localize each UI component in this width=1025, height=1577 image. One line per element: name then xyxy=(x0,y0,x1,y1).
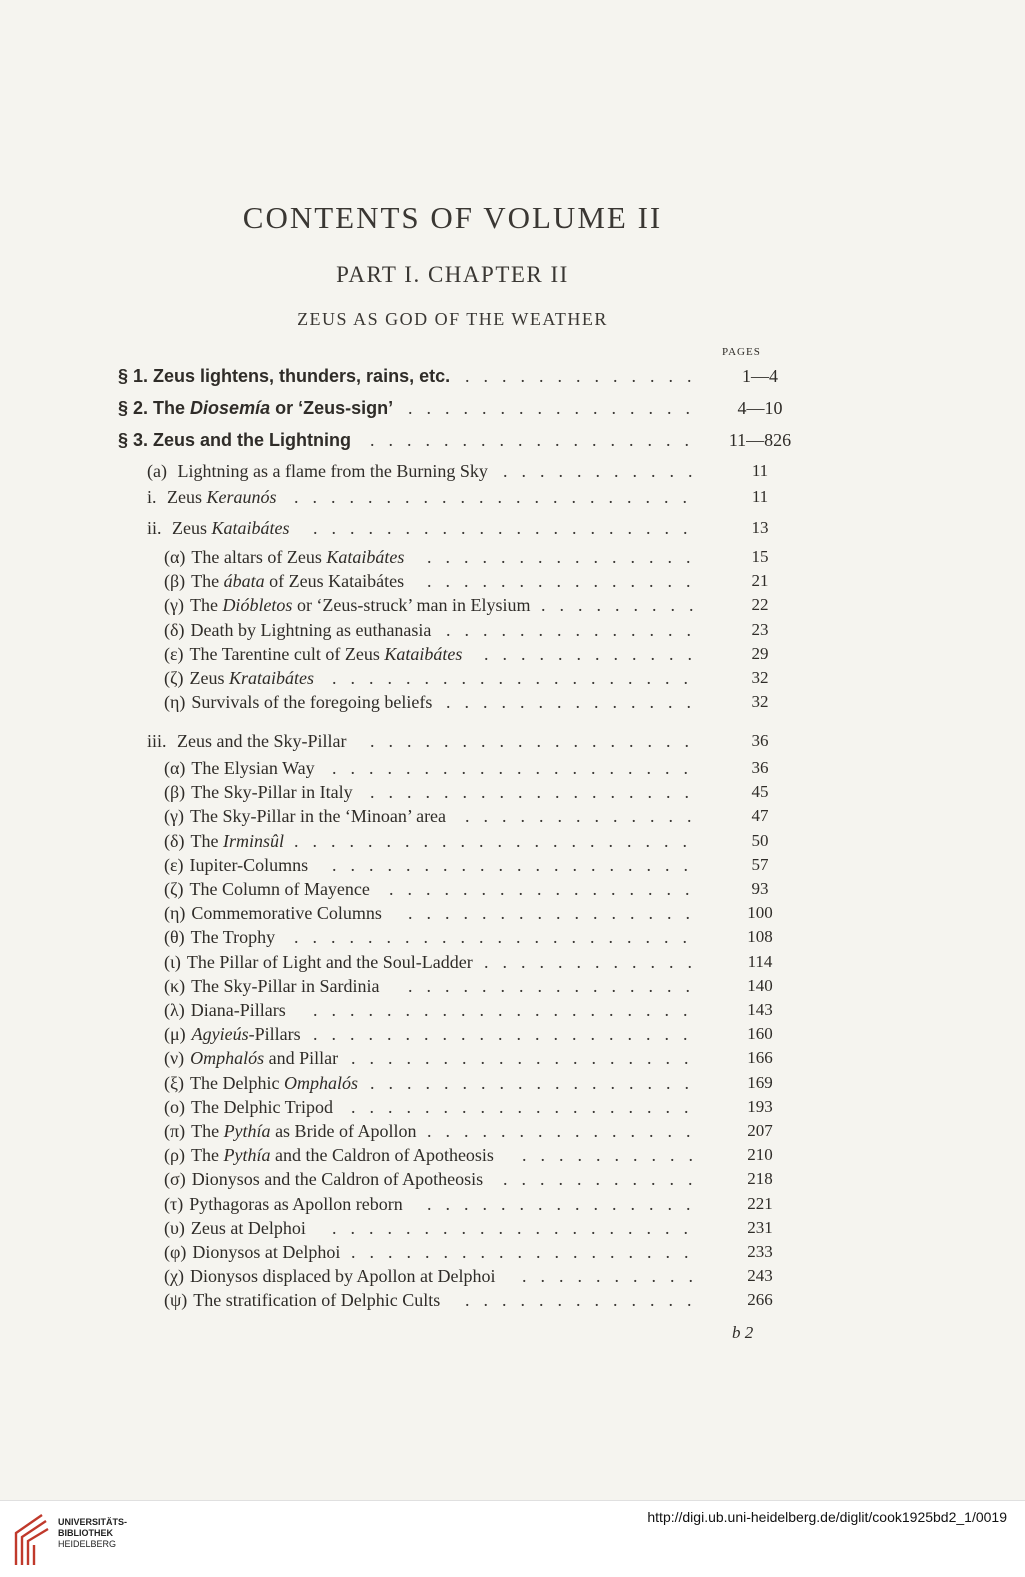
toc-entry xyxy=(0,782,1025,806)
leader-dots: ........... xyxy=(503,1169,707,1190)
entry-marker: i. xyxy=(147,487,162,507)
entry-text: Pythagoras as Apollon reborn xyxy=(189,1193,403,1214)
toc-entry-label xyxy=(147,461,488,482)
toc-entry-label xyxy=(164,1218,306,1239)
leader-dots: .......... xyxy=(522,1266,707,1287)
signature-mark: b 2 xyxy=(732,1323,754,1342)
entry-marker: (ζ) xyxy=(164,668,184,688)
toc-entry-label xyxy=(164,976,380,997)
entry-marker: (ε) xyxy=(164,643,184,664)
toc-entry-pages: 231 xyxy=(747,1217,773,1237)
toc-entry-pages: 22 xyxy=(751,595,769,615)
toc-entry xyxy=(0,831,1025,855)
entry-italic: Krataibátes xyxy=(228,668,314,688)
toc-entry xyxy=(0,903,1025,927)
leader-dots: .................... xyxy=(332,854,702,875)
toc-entry-label xyxy=(164,903,382,924)
leader-dots: ............... xyxy=(427,1193,705,1214)
entry-text: The xyxy=(190,830,223,851)
entry-italic: Kataibátes xyxy=(384,643,463,664)
toc-entry xyxy=(0,855,1025,879)
entry-text-after: and the Caldron of Apotheosis xyxy=(270,1145,494,1166)
entry-text-after: and Pillar xyxy=(264,1048,339,1069)
entry-text: Survivals of the foregoing beliefs xyxy=(191,692,433,713)
toc-entry xyxy=(0,1218,1025,1242)
toc-entry xyxy=(0,620,1025,644)
entry-italic: Kataibátes xyxy=(211,518,290,538)
toc-entry-pages: 160 xyxy=(747,1024,773,1044)
entry-text: The xyxy=(191,571,224,592)
entry-marker: (λ) xyxy=(164,1000,185,1020)
toc-entry xyxy=(0,976,1025,1000)
library-name-line-1: UNIVERSITÄTS- xyxy=(58,1517,128,1527)
toc-entry xyxy=(0,1145,1025,1169)
toc-entry-label xyxy=(164,1097,333,1118)
toc-entry-label xyxy=(164,620,431,641)
toc-entry-pages: 50 xyxy=(751,830,769,850)
entry-text-after: or ‘Zeus-sign’ xyxy=(270,398,394,418)
section-number: § 1. xyxy=(118,366,154,386)
chapter-subtitle: ZEUS AS GOD OF THE WEATHER xyxy=(297,309,608,329)
toc-entry-pages: 143 xyxy=(747,1000,773,1019)
toc-entry-label xyxy=(164,692,432,713)
toc-entry xyxy=(0,692,1025,716)
entry-marker: (υ) xyxy=(164,1217,185,1238)
toc-entry-pages: 13 xyxy=(751,518,769,537)
entry-text: The Delphic Tripod xyxy=(191,1096,333,1117)
entry-text-after: -Pillars xyxy=(248,1024,301,1045)
leader-dots: ...................... xyxy=(294,487,701,507)
toc-entry-pages: 32 xyxy=(751,668,769,687)
leader-dots: ............. xyxy=(465,1290,706,1311)
leader-dots: ........... xyxy=(503,461,707,481)
entry-marker: (σ) xyxy=(164,1169,186,1190)
library-name-line-2: BIBLIOTHEK xyxy=(58,1528,113,1538)
leader-dots: .................. xyxy=(370,430,703,450)
toc-entry-label xyxy=(164,668,314,689)
entry-text: Zeus and the Lightning xyxy=(153,430,352,450)
entry-text-after: or ‘Zeus-struck’ man in Elysium xyxy=(292,595,531,616)
toc-entry-pages: 169 xyxy=(747,1072,773,1092)
entry-text: Dionysos and the Caldron of Apotheosis xyxy=(191,1169,484,1190)
toc-entry-pages: 221 xyxy=(747,1193,773,1213)
section-number: § 3. xyxy=(118,430,154,450)
entry-marker: (β) xyxy=(164,571,186,592)
toc-entry xyxy=(0,398,1025,422)
toc-entry-pages: 100 xyxy=(747,903,773,923)
toc-entry-pages: 140 xyxy=(747,975,773,995)
leader-dots: .............. xyxy=(446,692,705,713)
toc-entry-label xyxy=(164,855,308,876)
entry-marker: (β) xyxy=(164,782,186,803)
entry-marker: (η) xyxy=(164,903,186,924)
entry-marker: ii. xyxy=(147,518,167,538)
library-name-line-3: HEIDELBERG xyxy=(58,1539,117,1549)
entry-text: Diana-Pillars xyxy=(190,1000,286,1020)
toc-entry xyxy=(0,758,1025,782)
entry-text: Zeus at Delphoi xyxy=(190,1217,306,1238)
leader-dots: ......... xyxy=(541,595,708,616)
toc-entry xyxy=(0,1169,1025,1193)
toc-entry-pages: 36 xyxy=(751,758,769,777)
entry-text: The Tarentine cult of Zeus xyxy=(189,643,385,664)
toc-entry-label xyxy=(164,1242,340,1263)
toc-entry xyxy=(0,644,1025,668)
leader-dots: ..................... xyxy=(313,518,702,538)
library-footer xyxy=(0,1500,1025,1577)
section-number: § 2. xyxy=(118,398,154,418)
toc-entry-label xyxy=(164,595,531,616)
toc-entry-pages: 29 xyxy=(751,643,769,663)
toc-entry-label xyxy=(164,1024,301,1045)
entry-text: Death by Lightning as euthanasia xyxy=(190,619,432,640)
entry-marker: (ξ) xyxy=(164,1072,185,1093)
toc-entry-pages: 243 xyxy=(747,1266,773,1286)
toc-entry-pages: 218 xyxy=(747,1169,773,1189)
toc-entry-pages: 193 xyxy=(747,1096,773,1116)
toc-entry xyxy=(0,1000,1025,1024)
entry-text: Lightning as a flame from the Burning Sky xyxy=(177,461,488,481)
entry-text: The Sky-Pillar in the ‘Minoan’ area xyxy=(189,806,447,827)
leader-dots: ..................... xyxy=(313,1024,702,1045)
toc-entry-pages: 21 xyxy=(751,571,769,591)
toc-entry-pages: 108 xyxy=(747,927,773,947)
entry-text-after: as Bride of Apollon xyxy=(270,1121,417,1141)
entry-marker: iii. xyxy=(147,731,172,751)
entry-text: The stratification of Delphic Cults xyxy=(193,1290,441,1311)
pages-column-label: PAGES xyxy=(722,346,761,358)
leader-dots: ................ xyxy=(408,975,704,996)
page-url-link[interactable]: http://digi.ub.uni-heidelberg.de/diglit/cook1925bd2_1/0019 xyxy=(647,1509,1007,1525)
entry-marker: (φ) xyxy=(164,1242,187,1262)
toc-entry xyxy=(0,1048,1025,1072)
toc-entry-pages: 114 xyxy=(747,951,773,971)
leader-dots: ................... xyxy=(351,1096,703,1117)
entry-text: The xyxy=(191,1121,224,1141)
leader-dots: .................... xyxy=(332,758,702,778)
toc-entry-pages: 15 xyxy=(751,547,769,566)
toc-entry xyxy=(0,879,1025,903)
toc-entry-label xyxy=(164,1145,494,1166)
toc-entry-label xyxy=(164,1266,495,1287)
entry-text: The xyxy=(190,1145,224,1166)
entry-text-after: of Zeus Kataibátes xyxy=(264,571,405,592)
toc-entry xyxy=(0,487,1025,511)
leader-dots: ................. xyxy=(389,879,704,899)
entry-text: Zeus xyxy=(167,487,207,507)
entry-marker: (θ) xyxy=(164,927,185,948)
leader-dots: .................. xyxy=(370,1072,703,1093)
entry-marker: (ψ) xyxy=(164,1290,188,1311)
toc-entry-label xyxy=(164,547,404,568)
entry-text: The Delphic xyxy=(190,1072,284,1093)
toc-entry xyxy=(0,366,1025,390)
leader-dots: ...................... xyxy=(294,927,701,948)
entry-text: The Trophy xyxy=(190,927,276,948)
toc-entry-label xyxy=(164,782,353,803)
entry-text: Zeus and the Sky-Pillar xyxy=(177,731,347,751)
entry-text: The xyxy=(189,595,223,616)
entry-marker: (ο) xyxy=(164,1096,185,1117)
toc-entry-pages: 233 xyxy=(747,1242,773,1261)
entry-italic: Dióbletos xyxy=(222,595,293,616)
entry-text: The xyxy=(153,398,191,418)
entry-text: Zeus xyxy=(189,668,229,688)
entry-marker: (ε) xyxy=(164,854,184,875)
toc-entry-pages: 93 xyxy=(751,879,769,898)
entry-text: Dionysos displaced by Apollon at Delphoi xyxy=(189,1266,496,1287)
toc-entry-pages: 1—4 xyxy=(742,366,778,386)
leader-dots: ............. xyxy=(465,806,706,827)
toc-entry-label xyxy=(147,487,277,508)
toc-entry-pages: 207 xyxy=(747,1121,773,1140)
toc-entry-label xyxy=(118,398,393,419)
toc-entry-pages: 11—826 xyxy=(728,430,792,450)
entry-italic: Omphalós xyxy=(283,1072,358,1093)
entry-italic: Pythía xyxy=(223,1145,271,1166)
toc-entry xyxy=(0,1121,1025,1145)
leader-dots: ............... xyxy=(427,571,705,592)
toc-entry-label xyxy=(147,518,290,539)
entry-italic: Irminsûl xyxy=(222,830,284,851)
toc-entry xyxy=(0,1242,1025,1266)
leader-dots: ............... xyxy=(427,1121,705,1141)
entry-marker: (δ) xyxy=(164,830,185,851)
entry-italic: Kataibátes xyxy=(326,547,405,567)
leader-dots: ............... xyxy=(427,547,705,567)
entry-italic: Pythía xyxy=(223,1121,271,1141)
entry-text: The Sky-Pillar in Italy xyxy=(191,782,353,803)
entry-text: The Elysian Way xyxy=(191,758,315,778)
entry-marker: (γ) xyxy=(164,595,184,616)
entry-text: Zeus xyxy=(172,518,212,538)
leader-dots: ................ xyxy=(408,398,704,418)
toc-entry-label xyxy=(164,1073,358,1094)
entry-italic: Agyieús xyxy=(191,1024,249,1045)
leader-dots: ............ xyxy=(484,951,706,972)
toc-entry-pages: 11 xyxy=(751,461,769,480)
toc-entry-label xyxy=(164,1121,417,1142)
toc-entry xyxy=(0,806,1025,830)
leader-dots: ................... xyxy=(351,1048,703,1069)
leader-dots: .................. xyxy=(370,782,703,803)
library-name xyxy=(58,1517,127,1550)
entry-text: Iupiter-Columns xyxy=(189,854,309,875)
toc-entry xyxy=(0,430,1025,454)
toc-entry xyxy=(0,1266,1025,1290)
entry-marker: (τ) xyxy=(164,1193,184,1214)
toc-entry-pages: 57 xyxy=(751,854,769,874)
entry-marker: (δ) xyxy=(164,619,185,640)
leader-dots: .................. xyxy=(370,731,703,751)
leader-dots: ................ xyxy=(408,903,704,924)
toc-entry-pages: 32 xyxy=(751,692,769,712)
leader-dots: ...................... xyxy=(294,830,701,851)
toc-entry-label xyxy=(164,806,446,827)
entry-marker: (α) xyxy=(164,758,186,778)
entry-marker: (a) xyxy=(147,461,172,481)
entry-italic: Omphalós xyxy=(190,1048,265,1069)
toc-entry-label xyxy=(164,1290,440,1311)
entry-italic: Keraunós xyxy=(206,487,277,507)
toc-entry xyxy=(0,927,1025,951)
toc-entry-label xyxy=(164,1048,338,1069)
page-title: CONTENTS OF VOLUME II xyxy=(242,200,663,235)
entry-text: The Sky-Pillar in Sardinia xyxy=(191,975,380,996)
toc-entry-label xyxy=(118,366,450,387)
entry-marker: (α) xyxy=(164,547,186,567)
toc-entry xyxy=(0,518,1025,542)
toc-entry xyxy=(0,461,1025,485)
toc-entry-pages: 11 xyxy=(751,487,769,506)
entry-text: The altars of Zeus xyxy=(191,547,327,567)
toc-entry-label xyxy=(164,927,275,948)
toc-entry xyxy=(0,571,1025,595)
toc-entry-pages: 47 xyxy=(751,806,769,826)
toc-entry-label xyxy=(164,1194,403,1215)
toc-entry-label xyxy=(164,831,284,852)
entry-marker: (κ) xyxy=(164,975,186,996)
toc-entry xyxy=(0,731,1025,755)
entry-text: The Column of Mayence xyxy=(189,879,370,899)
toc-entry-pages: 266 xyxy=(747,1290,773,1310)
leader-dots: ................... xyxy=(351,1242,703,1262)
toc-entry xyxy=(0,595,1025,619)
leader-dots: .......... xyxy=(522,1145,707,1166)
leader-dots: .................... xyxy=(332,1217,702,1238)
entry-marker: (ν) xyxy=(164,1048,185,1069)
entry-marker: (π) xyxy=(164,1121,186,1141)
toc-entry-label xyxy=(147,731,347,752)
entry-text: The Pillar of Light and the Soul-Ladder xyxy=(186,951,473,972)
toc-entry-label xyxy=(164,758,315,779)
entry-marker: (ζ) xyxy=(164,879,184,899)
entry-text: Zeus lightens, thunders, rains, etc. xyxy=(153,366,451,386)
leader-dots: ............ xyxy=(484,643,706,664)
toc-entry-pages: 166 xyxy=(747,1048,773,1068)
entry-italic: Diosemía xyxy=(190,398,271,418)
entry-text: Dionysos at Delphoi xyxy=(192,1242,341,1262)
toc-entry-label xyxy=(164,879,370,900)
toc-entry-label xyxy=(164,571,404,592)
leader-dots: ............. xyxy=(465,366,706,386)
toc-entry xyxy=(0,952,1025,976)
entry-italic: ábata xyxy=(223,571,265,592)
toc-entry-label xyxy=(164,1169,483,1190)
toc-entry xyxy=(0,547,1025,571)
toc-entry-pages: 4—10 xyxy=(737,398,783,418)
toc-entry-pages: 36 xyxy=(751,731,769,750)
toc-entry-label xyxy=(118,430,351,451)
toc-entry-pages: 210 xyxy=(747,1145,773,1165)
toc-entry xyxy=(0,1024,1025,1048)
leader-dots: .................... xyxy=(332,668,702,688)
toc-entry xyxy=(0,1290,1025,1314)
toc-entry-label xyxy=(164,644,462,665)
toc-entry-pages: 45 xyxy=(751,782,769,802)
entry-marker: (μ) xyxy=(164,1024,186,1045)
leader-dots: ..................... xyxy=(313,1000,702,1020)
entry-text: Commemorative Columns xyxy=(191,903,382,924)
entry-marker: (ι) xyxy=(164,951,181,972)
toc-entry-label xyxy=(164,952,473,973)
entry-marker: (η) xyxy=(164,692,186,713)
toc-entry xyxy=(0,668,1025,692)
toc-entry xyxy=(0,1097,1025,1121)
toc-entry xyxy=(0,1073,1025,1097)
leader-dots: .............. xyxy=(446,619,705,640)
entry-marker: (γ) xyxy=(164,806,184,827)
toc-entry-pages: 23 xyxy=(751,619,769,639)
entry-marker: (ρ) xyxy=(164,1145,185,1166)
toc-entry xyxy=(0,1194,1025,1218)
part-heading: PART I. CHAPTER II xyxy=(336,262,569,287)
entry-marker: (χ) xyxy=(164,1266,184,1287)
library-logo-icon xyxy=(12,1509,50,1567)
toc-entry-label xyxy=(164,1000,286,1021)
